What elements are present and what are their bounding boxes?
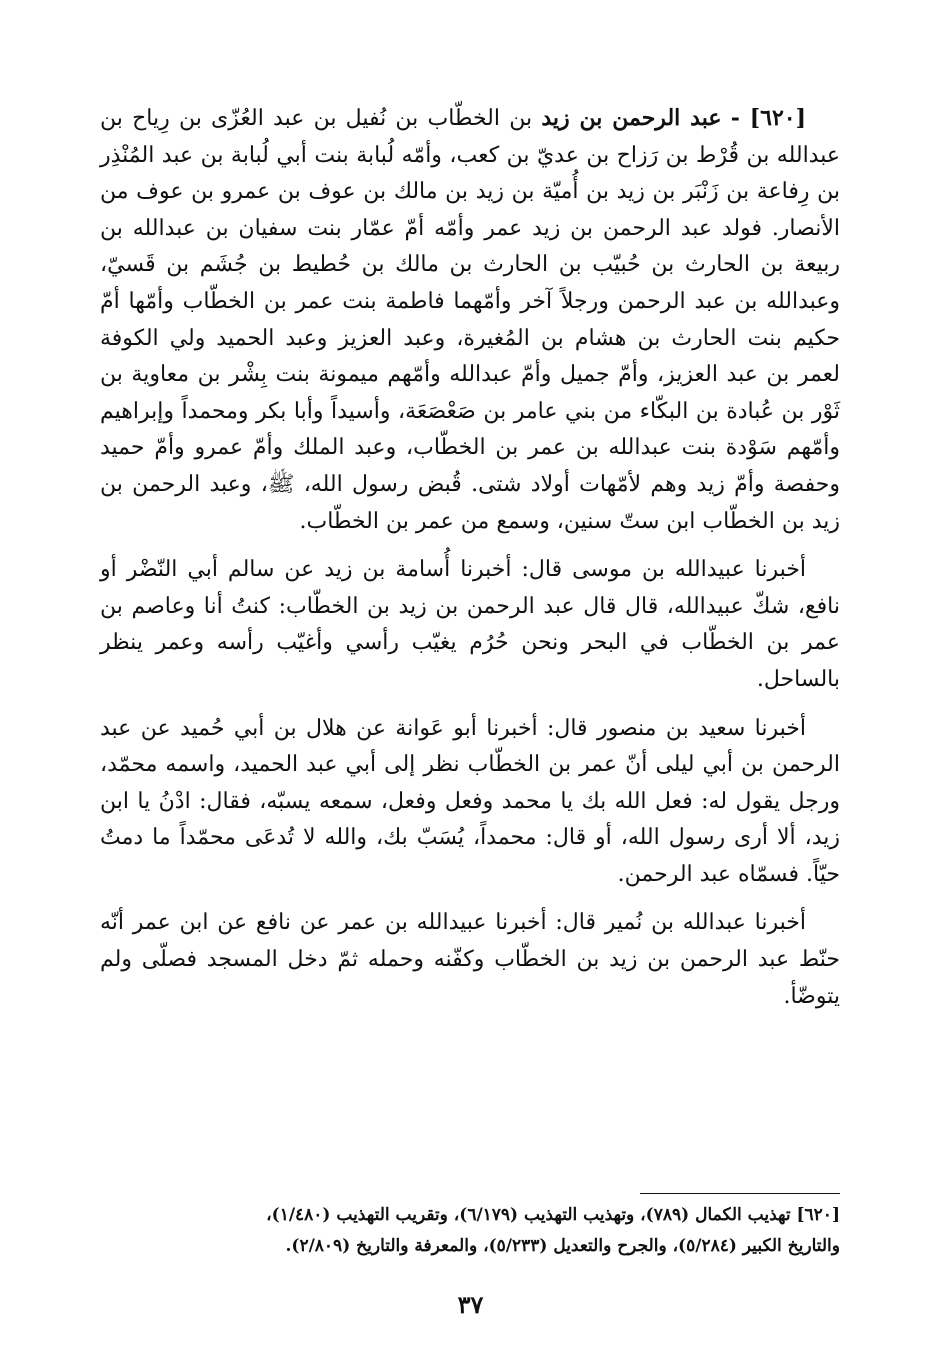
footnote-line: [٦٢٠] تهذيب الكمال (٧٨٩)، وتهذيب التهذيب (٦/١٧٩)، وتقريب التهذيب (١/٤٨٠)، <box>266 1205 840 1225</box>
page-number: ٣٧ <box>457 1290 484 1319</box>
entry-name: عبد الرحمن بن زيد <box>541 105 722 131</box>
entry-lineage: بن الخطّاب بن نُفيل بن عبد العُزّى بن رِياح بن عبدالله بن قُرْط بن رَزاح بن عديّ بن كعب، وأمّه لُبابة بنت أبي لُبابة بن عبد المُنْذِر بن رِفاعة بن زَنْبَر بن زيد بن أُميّة بن زيد بن مالك بن عوف بن عمرو بن عوف من الأنصار. فولد عبد الرحمن بن زيد عمر وأمّه أمّ عمّار بنت سفيان بن عبدالله بن ربيعة بن الحارث بن حُبيّب بن الحارث بن مالك بن حُطيط بن جُشَم بن قَسيّ، وعبدالله بن عبد الرحمن ورجلاً آخر وأمّهما فاطمة بنت عمر بن الخطّاب وأمّها أمّ حكيم بنت الحارث بن هشام بن المُغيرة، وعبد العزيز وعبد الحميد ولي الكوفة لعمر بن عبد العزيز، وأمّ جميل وأمّ عبدالله وأمّهم ميمونة بنت بِشْر بن معاوية بن ثَوْر بن عُبادة بن البكّاء من بني عامر بن صَعْصَعَة، وأسيداً وأبا بكر ومحمداً وإبراهيم وأمّهم سَوْدة بنت عبدالله بن عمر بن الخطّاب، وعبد الملك وأمّ عمرو وأمّ حميد وحفصة وأمّ زيد وهم لأمّهات أولاد شتى. قُبض رسول الله، ﷺ، وعبد الرحمن بن زيد بن الخطّاب ابن ستّ سنين، وسمع من عمر بن الخطّاب. <box>100 106 841 534</box>
footnote-line: والتاريخ الكبير (٥/٢٨٤)، والجرح والتعديل (٥/٢٣٣)، والمعرفة والتاريخ (٢/٨٠٩). <box>285 1236 840 1256</box>
entry-number: [٦٢٠] - <box>730 105 806 131</box>
footnote-divider <box>640 1193 840 1194</box>
biography-entry <box>100 100 840 540</box>
footnotes <box>100 1200 840 1262</box>
main-text <box>100 100 840 1015</box>
report-paragraph: أخبرنا سعيد بن منصور قال: أخبرنا أبو عَوانة عن هلال بن أبي حُميد عن عبد الرحمن بن أبي ليلى أنّ عمر بن الخطّاب نظر إلى أبي عبد الحميد، واسمه محمّد، ورجل يقول له: فعل الله بك يا محمد وفعل وفعل، سمعه يسبّه، فقال: ادْنُ يا ابن زيد، ألا أرى رسول الله، أو قال: محمداً، يُسَبّ بك، والله لا تُدعَى محمّداً ما دمتُ حيّاً. فسمّاه عبد الرحمن. <box>100 715 840 887</box>
report-paragraph: أخبرنا عبيدالله بن موسى قال: أخبرنا أُسامة بن زيد عن سالم أبي النّضْر أو نافع، شكّ عبيدالله، قال قال عبد الرحمن بن زيد بن الخطّاب: كنتُ أنا وعاصم بن عمر بن الخطّاب في البحر ونحن حُرُم يغيّب رأسي وأغيّب رأسه وعمر ينظر بالساحل. <box>100 557 840 692</box>
report-paragraph: أخبرنا عبدالله بن نُمير قال: أخبرنا عبيدالله بن عمر عن نافع عن ابن عمر أنّه حنّط عبد الرحمن بن زيد بن الخطّاب وكفّنه وحمله ثمّ دخل المسجد فصلّى ولم يتوضّأ. <box>100 910 840 1009</box>
